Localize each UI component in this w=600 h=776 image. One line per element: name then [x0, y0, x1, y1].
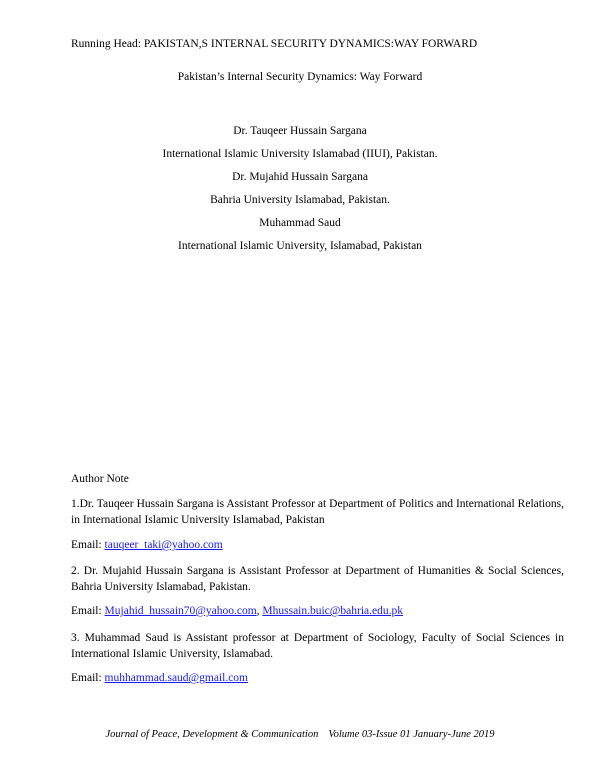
paper-title: Pakistan’s Internal Security Dynamics: Way Forward [177, 71, 423, 83]
email-link[interactable]: Mhussain.buic@bahria.edu.pk [262, 605, 403, 617]
email-link[interactable]: muhhammad.saud@gmail.com [104, 672, 248, 684]
author-1-affiliation: International Islamic University Islamabad (IIUI), Pakistan. [162, 148, 438, 160]
author-3-name: Muhammad Saud [259, 217, 341, 229]
author-note-1-text: 1.Dr. Tauqeer Hussain Sargana is Assistant Professor at Department of Politics and International Relations, in International Islamic University Islamabad, Pakistan [71, 498, 564, 526]
email-link[interactable]: tauqeer_taki@yahoo.com [104, 539, 223, 551]
author-note-3-email-line [71, 671, 248, 685]
email-link[interactable]: Mujahid_hussain70@yahoo.com [104, 605, 257, 617]
running-head: Running Head: PAKISTAN,S INTERNAL SECURITY DYNAMICS:WAY FORWARD [71, 38, 478, 50]
author-2-affiliation: Bahria University Islamabad, Pakistan. [210, 194, 390, 206]
author-1-name: Dr. Tauqeer Hussain Sargana [233, 125, 367, 137]
email-label: Email: [71, 539, 102, 551]
author-note-heading: Author Note [71, 473, 129, 485]
author-note-2-text: 2. Dr. Mujahid Hussain Sargana is Assistant Professor at Department of Humanities & Social Sciences, Bahria University Islamabad, Pakistan. [71, 565, 564, 593]
footer-volume: Volume 03-Issue 01 January-June 2019 [328, 729, 495, 740]
author-note-1 [71, 496, 564, 528]
email-label: Email: [71, 672, 102, 684]
author-note-3-text: 3. Muhammad Saud is Assistant professor at Department of Sociology, Faculty of Social Sciences in International Islamic University, Islamabad. [71, 632, 564, 660]
author-3-affiliation: International Islamic University, Islamabad, Pakistan [178, 240, 422, 252]
author-note-3 [71, 630, 564, 662]
journal-footer [0, 729, 600, 740]
email-label: Email: [71, 605, 102, 617]
author-note-2-email-line: Email: Mujahid_hussain70@yahoo.com, Mhussain.buic@bahria.edu.pk [71, 605, 403, 617]
author-2-name: Dr. Mujahid Hussain Sargana [232, 171, 368, 183]
footer-journal: Journal of Peace, Development & Communication [105, 729, 319, 740]
author-note-1-email-line [71, 538, 223, 552]
author-note-2 [71, 563, 564, 595]
